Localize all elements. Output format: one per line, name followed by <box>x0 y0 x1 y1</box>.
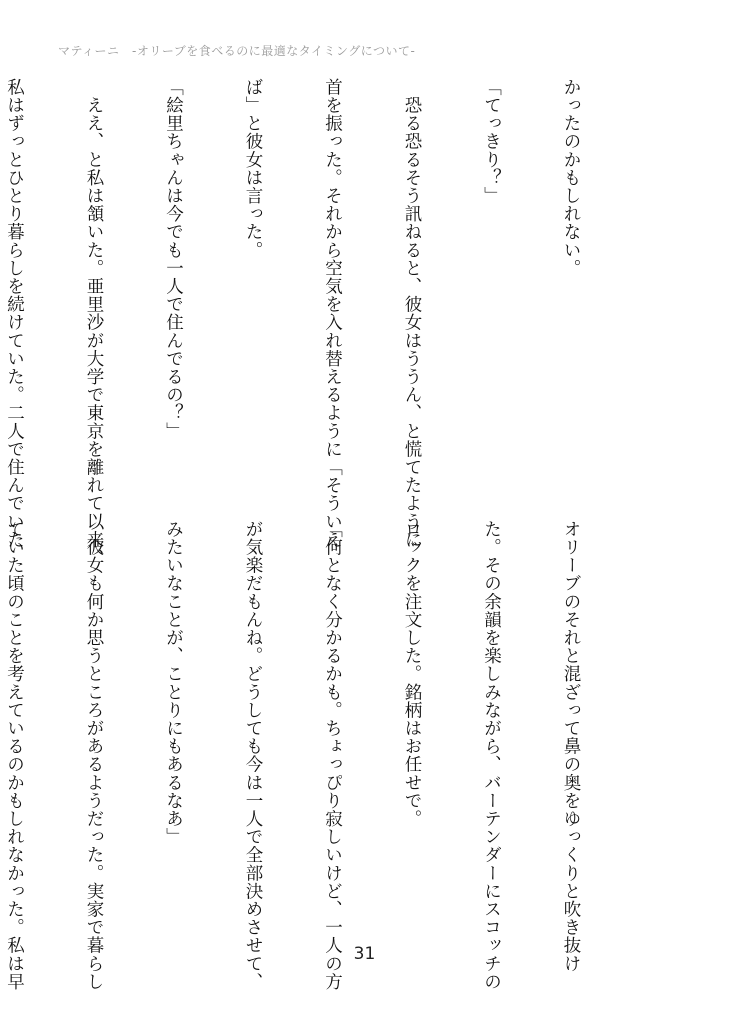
text-line: 彼女も何か思うところがあるようだった。実家で暮らし <box>84 520 104 991</box>
text-block-top <box>4 78 637 567</box>
running-header: マティーニ -オリーブを食べるのに最適なタイミングについて- <box>58 44 416 58</box>
text-line: た。その余韻を楽しみながら、バーテンダーにスコッチの <box>481 520 502 991</box>
text-line: ていた頃のことを考えているのかもしれなかった。私は早 <box>4 520 25 991</box>
text-line: ロックを注文した。銘柄はお任せで。 <box>402 520 422 828</box>
page-number: 31 <box>353 944 376 964</box>
text-line: 「何となく分かるかも。ちょっぴり寂しいけど、一人の方 <box>322 520 343 991</box>
text-line: 恐る恐るそう訊ねると、彼女はううん、と慌てたように <box>402 78 422 549</box>
text-line: みたいなことが、ことりにもあるなあ」 <box>163 520 184 846</box>
text-line: 私はずっとひとり暮らしを続けていた。二人で住んでいた <box>4 78 25 549</box>
text-line: ええ、と私は頷いた。亜里沙が大学で東京を離れて以来、 <box>84 78 104 567</box>
text-line: オリーブのそれと混ざって鼻の奥をゆっくりと吹き抜け <box>561 520 581 973</box>
text-line: ば」と彼女は言った。 <box>243 78 263 259</box>
text-line: が気楽だもんね。どうしても今は一人で全部決めさせて、 <box>243 520 263 991</box>
text-line: 「てっきり？」 <box>481 78 502 205</box>
text-line: 「絵里ちゃんは今でも一人で住んでるの？」 <box>163 78 184 440</box>
text-line: 首を振った。それから空気を入れ替えるように「そういえ <box>322 78 343 549</box>
text-line: かったのかもしれない。 <box>561 78 581 278</box>
